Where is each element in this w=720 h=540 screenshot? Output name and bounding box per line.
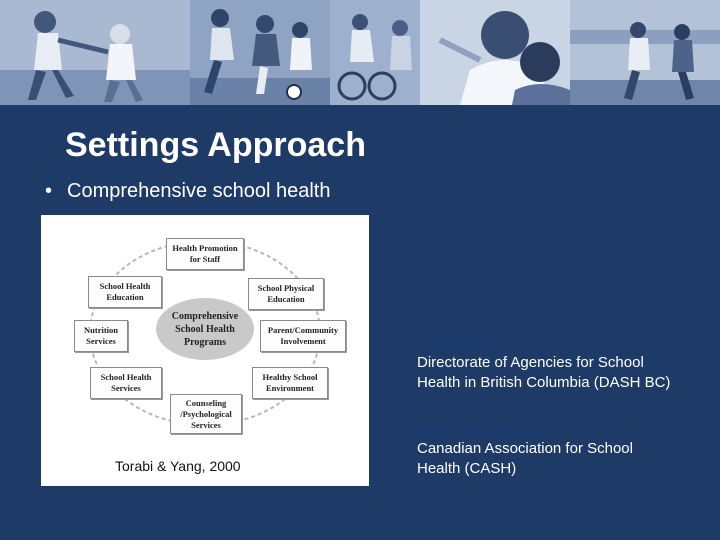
link-block-cash [417, 419, 633, 479]
bullet-text: Comprehensive school health [67, 180, 331, 202]
bullet-item [45, 180, 331, 203]
node-nutrition-services: Nutrition Services [74, 320, 128, 352]
cash-description-line2: Health (CASH) [417, 460, 517, 477]
dashbc-description-line1: Directorate of Agencies for School [417, 354, 644, 371]
people-running-photo [570, 0, 720, 105]
node-health-promotion-staff: Health Promotion for Staff [166, 238, 244, 270]
cash-link[interactable]: www.cash-aces.ca [417, 420, 542, 437]
teenage-boys-photo [420, 0, 570, 105]
children-playing-soccer-photo [190, 0, 330, 105]
caption-authors: Torabi & Yang, [115, 458, 210, 474]
caption-year: 2000 [209, 458, 241, 474]
link-block-dashbc [417, 333, 670, 393]
diagram-center-node: Comprehensive School Health Programs [156, 298, 254, 360]
dashbc-link[interactable]: www.dashbc.ca [417, 334, 522, 351]
school-health-diagram [41, 215, 369, 486]
dashbc-description-line2: Health in British Columbia (DASH BC) [417, 374, 671, 391]
node-parent-community-involvement: Parent/Community Involvement [260, 320, 346, 352]
node-school-health-education: School Health Education [88, 276, 162, 308]
bullet-marker: • [45, 180, 53, 202]
node-school-physical-education: School Physical Education [248, 278, 324, 310]
diagram-caption [115, 458, 241, 474]
node-counseling-psychological-services: Counseling /Psychological Services [170, 394, 242, 434]
children-running-photo [0, 0, 190, 105]
node-school-health-services: School Health Services [90, 367, 162, 399]
node-healthy-school-environment: Healthy School Environment [252, 367, 328, 399]
cash-description-line1: Canadian Association for School [417, 440, 633, 457]
cyclists-photo [330, 0, 420, 105]
slide-title: Settings Approach [65, 126, 366, 164]
photo-banner [0, 0, 720, 105]
